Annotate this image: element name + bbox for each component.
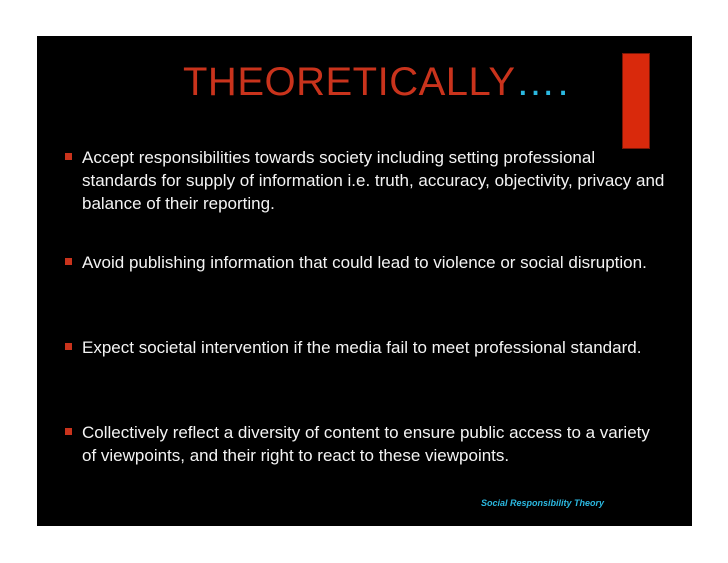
slide [37, 36, 692, 526]
bullet-item [65, 251, 665, 274]
slide-title [183, 62, 571, 102]
title-text: THEORETICALLY [183, 60, 516, 104]
title-ellipsis: …. [515, 60, 571, 104]
footer-caption: Social Responsibility Theory [481, 498, 605, 508]
accent-bar [622, 53, 650, 149]
bullet-text: Accept responsibilities towards society including setting professional standards for supply of information i.e. truth, accuracy, objectivity, privacy and balance of their reporting. [82, 148, 665, 213]
bullet-text: Avoid publishing information that could lead to violence or social disruption. [82, 253, 647, 272]
bullet-text: Expect societal intervention if the media fail to meet professional standard. [82, 338, 642, 357]
bullet-square-icon [65, 153, 72, 160]
bullet-item [65, 421, 665, 467]
bullet-text: Collectively reflect a diversity of content to ensure public access to a variety of viewpoints, and their right to react to these viewpoints. [82, 423, 650, 465]
bullet-square-icon [65, 258, 72, 265]
bullet-square-icon [65, 428, 72, 435]
bullet-item [65, 336, 665, 359]
bullet-item [65, 146, 665, 215]
bullet-square-icon [65, 343, 72, 350]
